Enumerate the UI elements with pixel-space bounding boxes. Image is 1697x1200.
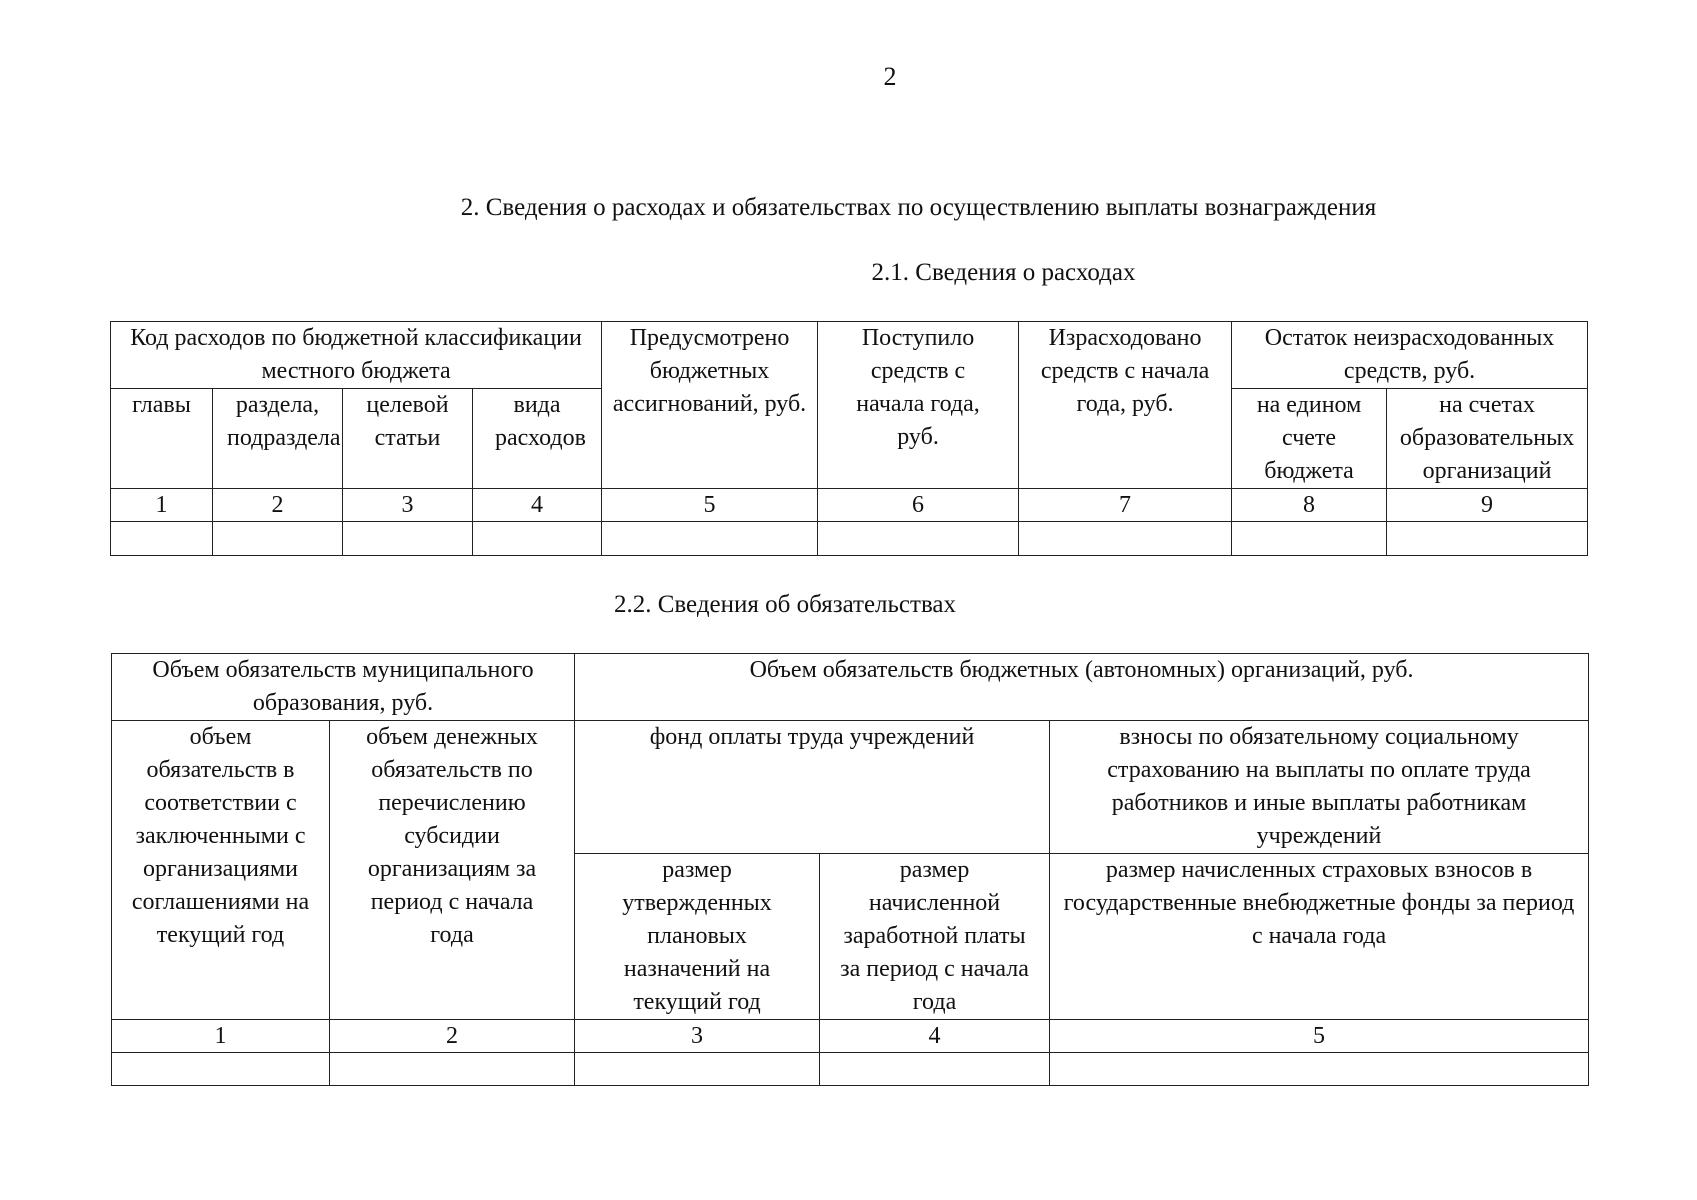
obligations-title: 2.2. Сведения об обязательствах	[613, 591, 957, 618]
column-number: 8	[1232, 489, 1387, 522]
column-number: 5	[602, 489, 818, 522]
obligations-table	[111, 653, 1589, 1086]
column-number: 2	[330, 1020, 575, 1053]
empty-cell	[112, 1053, 330, 1086]
empty-cell	[343, 522, 473, 556]
header-budget-orgs: Объем обязательств бюджетных (автономных) организаций, руб.	[575, 654, 1589, 721]
section-title: 2. Сведения о расходах и обязательствах по осуществлению выплаты вознаграждения	[460, 194, 1377, 221]
column-number: 1	[111, 489, 213, 522]
header-edinyy-schet: на едином счете бюджета	[1232, 389, 1387, 489]
header-tselevoy: целевой статьи	[343, 389, 473, 489]
empty-cell	[1050, 1053, 1589, 1086]
page-number: 2	[883, 62, 897, 91]
empty-cell	[818, 522, 1019, 556]
header-ostatok: Остаток неизрасходованных средств, руб.	[1232, 322, 1588, 389]
empty-cell	[575, 1053, 820, 1086]
expenses-table	[110, 321, 1588, 556]
column-number: 4	[820, 1020, 1050, 1053]
column-number: 4	[473, 489, 602, 522]
header-postupilo: Поступило средств с начала года, руб.	[818, 322, 1019, 489]
header-glavy: главы	[111, 389, 213, 489]
empty-cell	[330, 1053, 575, 1086]
header-vida: вида расходов	[473, 389, 602, 489]
header-budget-code: Код расходов по бюджетной классификации местного бюджета	[111, 322, 602, 389]
table-row	[112, 1053, 1589, 1086]
empty-cell	[602, 522, 818, 556]
header-municipal: Объем обязательств муниципального образования, руб.	[112, 654, 575, 721]
column-number: 9	[1387, 489, 1588, 522]
header-obem-soglasheniya: объем обязательств в соответствии с заключенными с организациями соглашениями на текущий год	[112, 721, 330, 1020]
empty-cell	[1387, 522, 1588, 556]
table-row	[111, 522, 1588, 556]
column-number: 1	[112, 1020, 330, 1053]
empty-cell	[111, 522, 213, 556]
header-razdela: раздела, подраздела	[213, 389, 343, 489]
empty-cell	[820, 1053, 1050, 1086]
column-number: 3	[575, 1020, 820, 1053]
header-obem-denezhnykh: объем денежных обязательств по перечислению субсидии организациям за период с начала года	[330, 721, 575, 1020]
header-razmer-utverzhdennykh: размер утвержденных плановых назначений на текущий год	[575, 854, 820, 1020]
header-predusmotreno: Предусмотрено бюджетных ассигнований, руб.	[602, 322, 818, 489]
header-izraskhodovano: Израсходовано средств с начала года, руб.	[1019, 322, 1232, 489]
header-razmer-nachislennoy: размер начисленной заработной платы за период с начала года	[820, 854, 1050, 1020]
column-number: 7	[1019, 489, 1232, 522]
column-number: 6	[818, 489, 1019, 522]
header-scheta-org: на счетах образовательных организаций	[1387, 389, 1588, 489]
empty-cell	[473, 522, 602, 556]
expenses-title: 2.1. Сведения о расходах	[871, 259, 1136, 286]
header-fond: фонд оплаты труда учреждений	[575, 721, 1050, 854]
empty-cell	[1232, 522, 1387, 556]
empty-cell	[1019, 522, 1232, 556]
header-vznosy: взносы по обязательному социальному страхованию на выплаты по оплате труда работников и иные выплаты работникам учреждений	[1050, 721, 1589, 854]
header-razmer-vznosov: размер начисленных страховых взносов в государственные внебюджетные фонды за период с начала года	[1050, 854, 1589, 1020]
empty-cell	[213, 522, 343, 556]
column-number: 3	[343, 489, 473, 522]
column-number: 2	[213, 489, 343, 522]
column-number: 5	[1050, 1020, 1589, 1053]
